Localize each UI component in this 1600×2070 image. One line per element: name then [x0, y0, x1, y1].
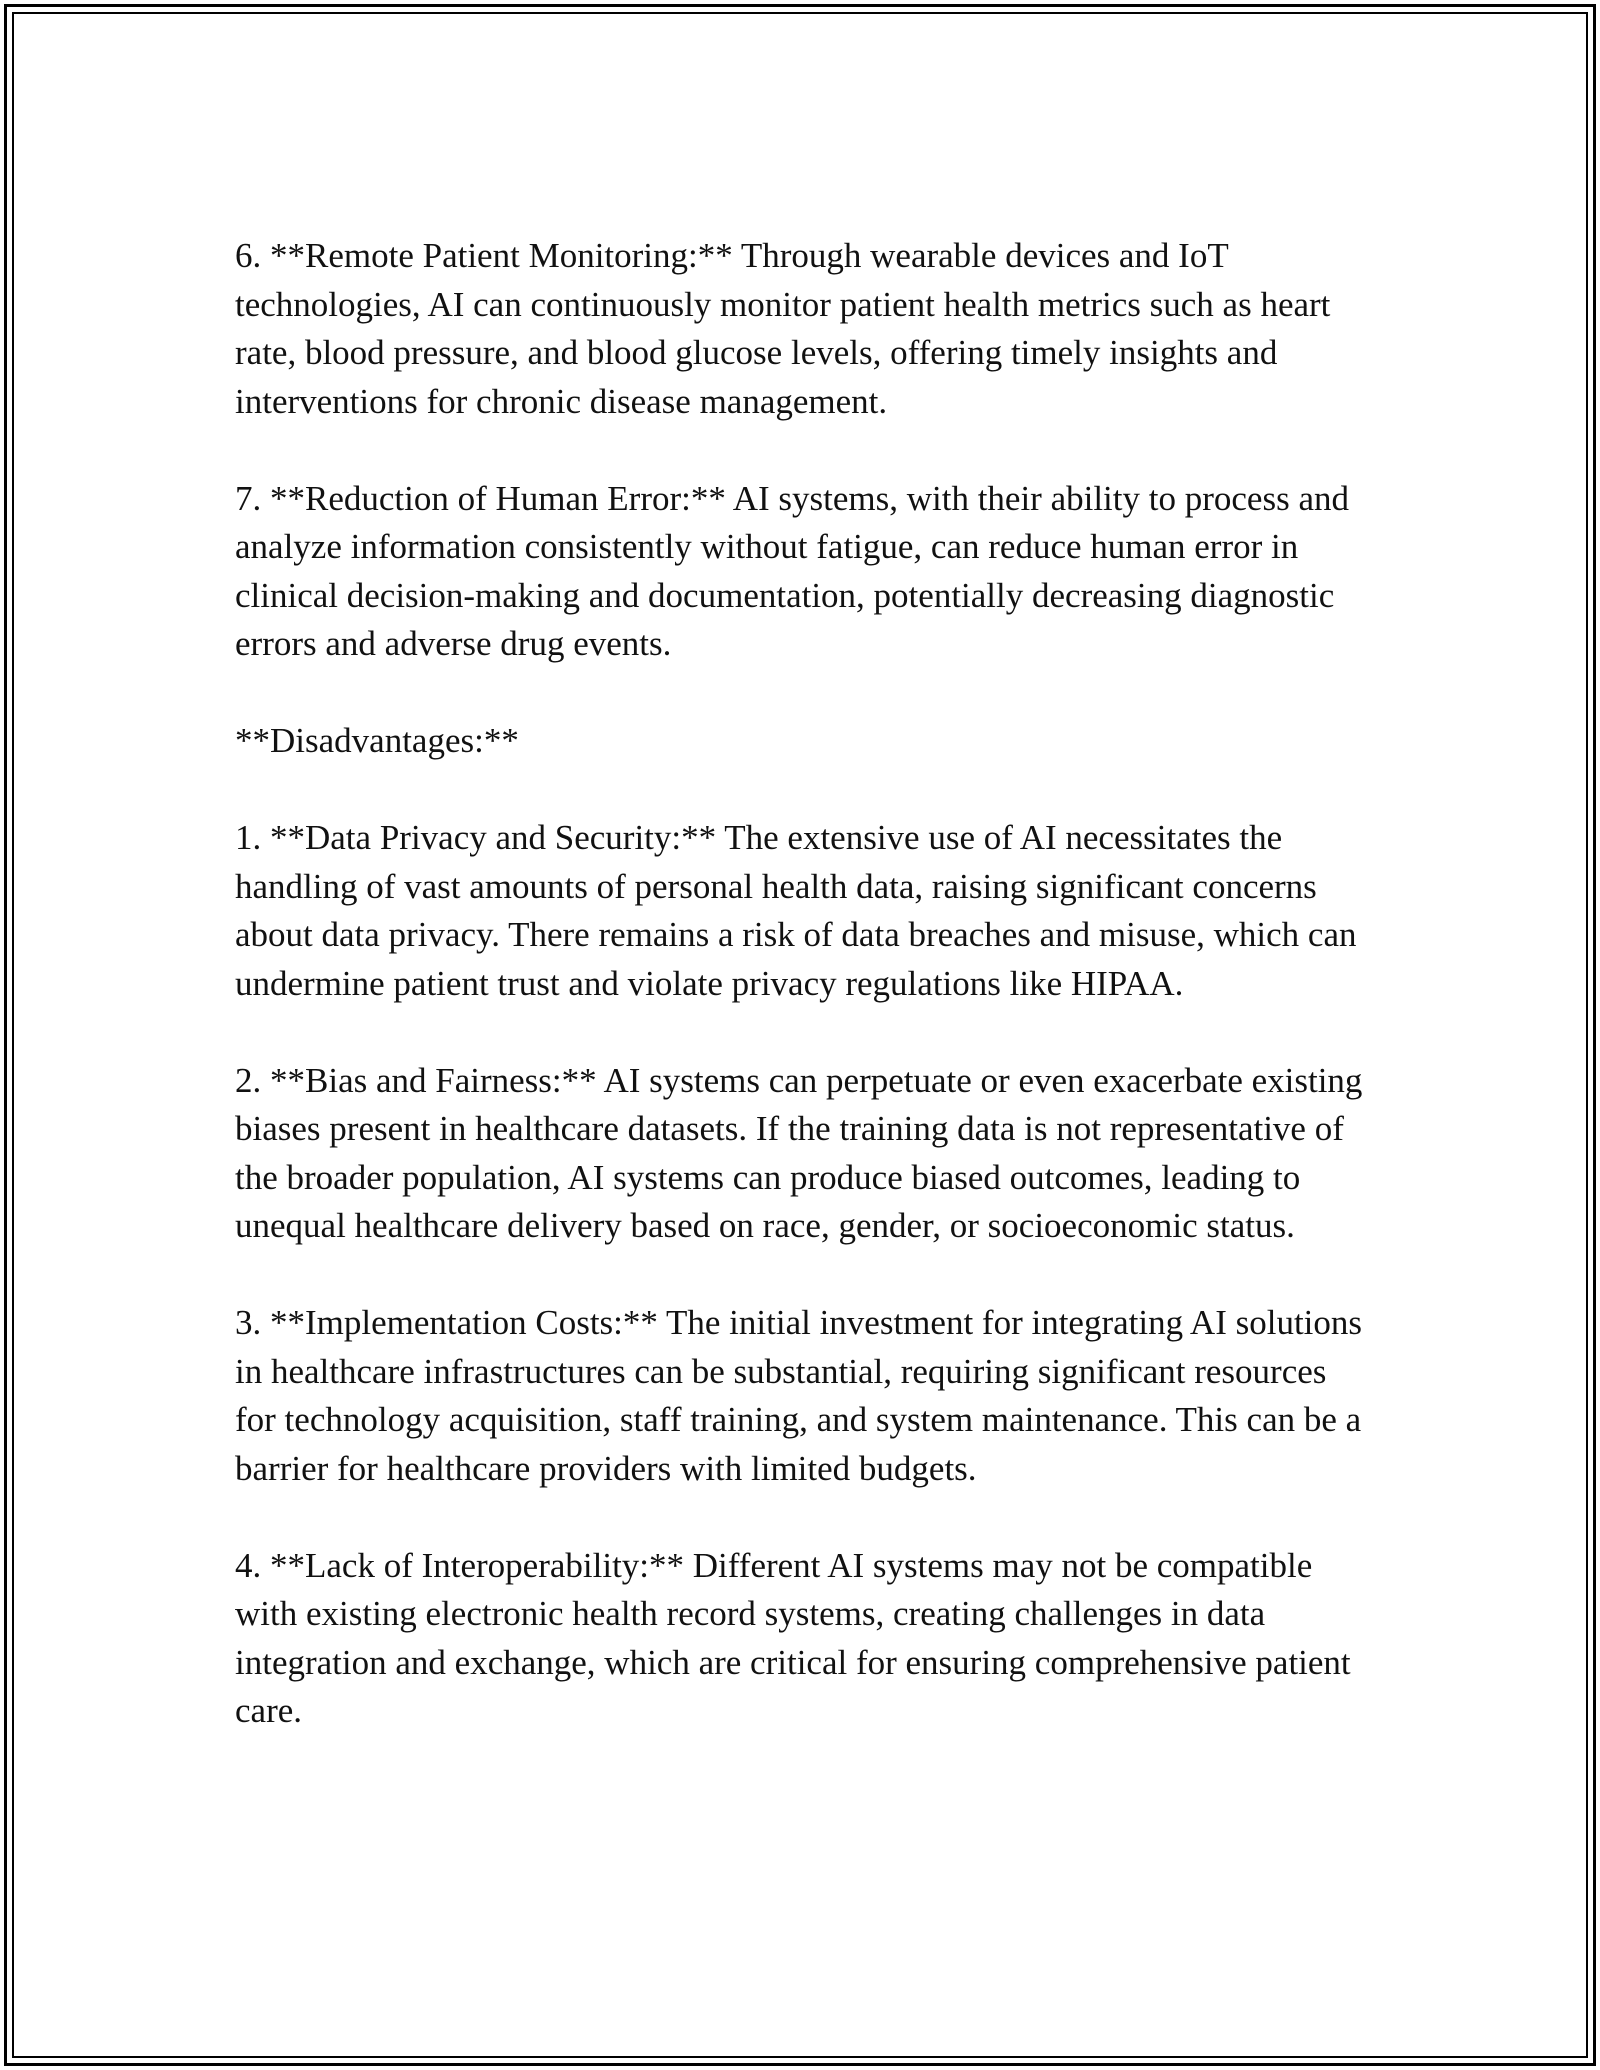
paragraph-data-privacy-and-security: 1. **Data Privacy and Security:** The extensive use of AI necessitates the handling of vast amounts of personal health data, raising significant concerns about data privacy. There remains a risk of data breaches and misuse, which can undermine patient trust and violate privacy regulations like HIPAA. — [235, 818, 1357, 1003]
paragraph-remote-patient-monitoring: 6. **Remote Patient Monitoring:** Through wearable devices and IoT technologies, AI can continuously monitor patient health metrics such as heart rate, blood pressure, and blood glucose levels, offering timely insights and interventions for chronic disease management. — [235, 236, 1331, 421]
paragraph-lack-of-interoperability: 4. **Lack of Interoperability:** Different AI systems may not be compatible with existing electronic health record systems, creating challenges in data integration and exchange, which are critical for ensuring comprehensive patient care. — [235, 1545, 1351, 1730]
disadvantages-heading: **Disadvantages:** — [235, 721, 519, 760]
paragraph-bias-and-fairness: 2. **Bias and Fairness:** AI systems can perpetuate or even exacerbate existing biases present in healthcare datasets. If the training data is not representative of the broader population, AI systems can produce biased outcomes, leading to unequal healthcare delivery based on race, gender, or socioeconomic status. — [235, 1060, 1363, 1245]
paragraph-reduction-of-human-error: 7. **Reduction of Human Error:** AI systems, with their ability to process and analyze information consistently without fatigue, can reduce human error in clinical decision-making and documentation, potentially decreasing diagnostic errors and adverse drug events. — [235, 478, 1349, 663]
paragraph-implementation-costs: 3. **Implementation Costs:** The initial investment for integrating AI solutions in healthcare infrastructures can be substantial, requiring significant resources for technology acquisition, staff training, and system maintenance. This can be a barrier for healthcare providers with limited budgets. — [235, 1303, 1363, 1488]
document-body — [235, 232, 1375, 1784]
